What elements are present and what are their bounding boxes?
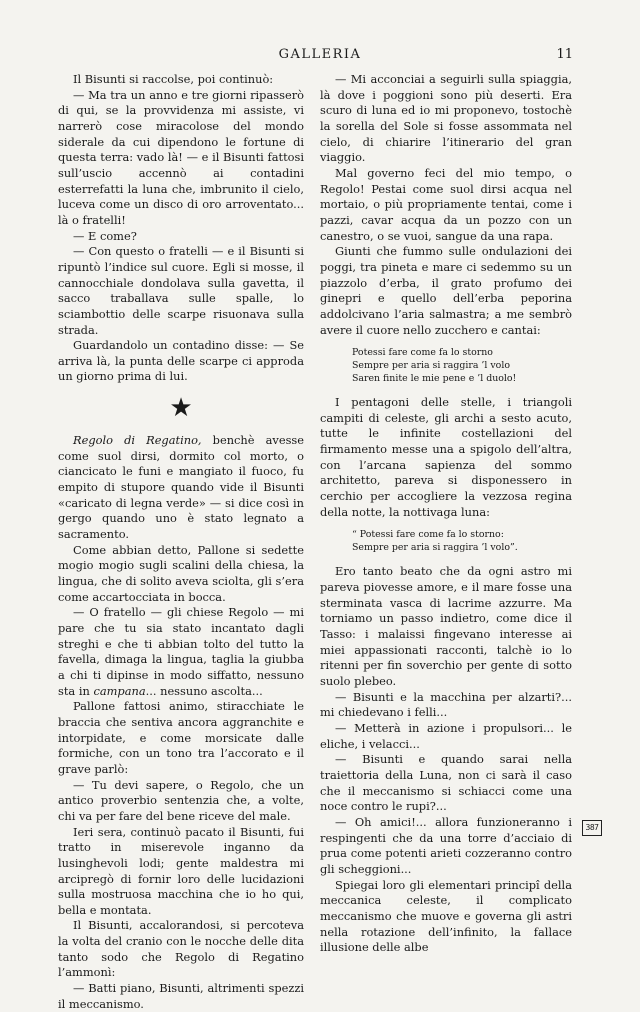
verse-line: Sempre per aria si raggira ’l volo [352, 360, 510, 372]
verse-line: Saren finite le mie pene e ’l duolo! [352, 373, 517, 385]
paragraph [58, 433, 304, 543]
archive-number-stamp: 387 [582, 820, 602, 836]
running-header-title: GALLERIA [278, 47, 362, 62]
paragraph-text: — O fratello — gli chiese Regolo — mi pare che tu sia stato incantato dagli streghi e che ti abbian tolto del tutto la favella, dimaga la lingua, taglia la giubba a chi ti dipinse in modo siffatto, nessuno sta in [58, 605, 304, 698]
paragraph: — Mi acconciai a seguirli sulla spiaggia, là dove i poggioni sono più deserti. Era scuro di luna ed io mi proponevo, tostochè la sorella del Sole si fosse assommata nel cielo, di chiarire l’itinerario del gran viaggio. [320, 72, 572, 165]
verse-line: Potessi fare come fa lo storno [352, 347, 493, 359]
italic-word: campana [93, 683, 146, 698]
verse-block [320, 346, 572, 385]
right-column [320, 72, 572, 956]
paragraph: Mal governo feci del mio tempo, o Regolo! Pestai come suol dirsi acqua nel mortaio, o più propriamente tentai, come i pazzi, cavar acqua da un pozzo con un canestro, o se vuoi, sangue da una rapa. [320, 165, 572, 243]
paragraph: — Oh amici!... allora funzioneranno i respingenti che da una torre d’acciaio di prua come potenti arieti cozzeranno contro gli scheggioni... [320, 814, 572, 876]
paragraph: Guardandolo un contadino disse: — Se arriva là, la punta delle scarpe ci approda un giorno prima di lui. [58, 338, 304, 384]
paragraph: — Batti piano, Bisunti, altrimenti spezzi il meccanismo. [58, 981, 304, 1011]
verse-line: Sempre per aria si raggira ’l volo”. [352, 542, 518, 554]
paragraph: Come abbian detto, Pallone si sedette mogio mogio sugli scalini della chiesa, la lingua, che di solito aveva sciolta, gli s’era come accartocciata in bocca. [58, 542, 304, 604]
paragraph: — E come? [73, 228, 137, 243]
paragraph-text: ... nessuno ascolta... [145, 683, 263, 698]
paragraph: Pallone fattosi animo, stiracchiate le braccia che sentiva ancora aggranchite e intorpidate, e come morsicate dalle formiche, con un tono tra l’accorato e il grave parlò: [58, 699, 304, 776]
paragraph: Giunti che fummo sulle ondulazioni dei poggi, tra pineta e mare ci sedemmo su un piazzolo d’erba, il grato profumo dei ginepri e quello dell’erba peporina addolcivano l’aria salmastra; a me sembrò avere il cuore nello zucchero e cantai: [320, 244, 572, 337]
paragraph: I pentagoni delle stelle, i triangoli campiti di celeste, gli archi a sesto acuto, tutte le infinite costellazioni del firmamento messe una a spigolo dell’altra, con l’arcana sapienza del sommo architetto, pareva si disponessero in cerchio per accogliere la vezzosa regina della notte, la nottivaga luna: [320, 395, 572, 519]
paragraph: — Bisunti e la macchina per alzarti?... mi chiedevano i felli... [320, 689, 572, 720]
paragraph [58, 605, 304, 699]
italic-name: Regolo di Regatino, [73, 433, 202, 448]
paragraph: — Con questo o fratelli — e il Bisunti si ripuntò l’indice sul cuore. Egli si mosse, il cannocchiale dondolava sulla gavetta, il sacco traballava sulle spalle, lo sciambottio delle scarpe risuonava sulla strada. [58, 244, 304, 337]
section-break-star-icon: ★ [169, 393, 193, 424]
page-number: 11 [556, 47, 573, 62]
verse-block [320, 528, 572, 554]
paragraph: Spiegai loro gli elementari principî della meccanica celeste, il complicato meccanismo che muove e governa gli astri nella rotazione dell’infinito, la fallace illusione delle albe [320, 877, 572, 955]
paragraph: — Metterà in azione i propulsori... le eliche, i velacci... [320, 720, 572, 751]
paragraph: — Ma tra un anno e tre giorni ripasserò di qui, se la provvidenza mi assiste, vi narrerò cose miracolose del mondo siderale da cui dipendono le fortune di questa terra: vado là! — e il Bisunti fattosi sull’uscio accennò ai contadini esterrefatti la luna che, imbrunito il cielo, luceva come un disco di oro arroventato... là o fratelli! [58, 87, 304, 227]
paragraph: Il Bisunti si raccolse, poi continuò: [73, 72, 274, 86]
verse-line: “ Potessi fare come fa lo storno: [352, 529, 504, 541]
paragraph: Ero tanto beato che da ogni astro mi pareva piovesse amore, e il mare fosse una sterminata vasca di lacrime azzurre. Ma torniamo un passo indietro, come dice il Tasso: i malaissi fingevano interesse ai miei appassionati racconti, talchè io lo ritenni per fin soverchio per gente di sotto suolo plebeo. [320, 564, 572, 688]
left-column [58, 72, 304, 1012]
paragraph: — Bisunti e quando sarai nella traiettoria della Luna, non ci sarà il caso che il meccanismo si schiacci come una noce contro le rupi?... [320, 752, 572, 814]
paragraph: — Tu devi sapere, o Regolo, che un antico proverbio sentenzia che, a volte, chi va per fare del bene riceve del male. [58, 777, 304, 823]
paragraph-text: benchè avesse come suol dirsi, dormito col morto, o ciancicato le funi e mangiato il fuoco, fu empito di stupore quando vide il Bisunti «caricato di legna verde» — si dice così in gergo quando uno è stato legnato a sacramento. [58, 433, 304, 542]
paragraph: Ieri sera, continuò pacato il Bisunti, fui tratto in miserevole inganno da lusinghevoli lodi; gente maldestra mi arcipregò di fornir loro delle lucidazioni sulla mostruosa macchina che io ho qui, bella e montata. [58, 824, 304, 917]
paragraph: Il Bisunti, accalorandosi, si percoteva la volta del cranio con le nocche delle dita tanto sodo che Regolo di Regatino l’ammonì: [58, 918, 304, 980]
